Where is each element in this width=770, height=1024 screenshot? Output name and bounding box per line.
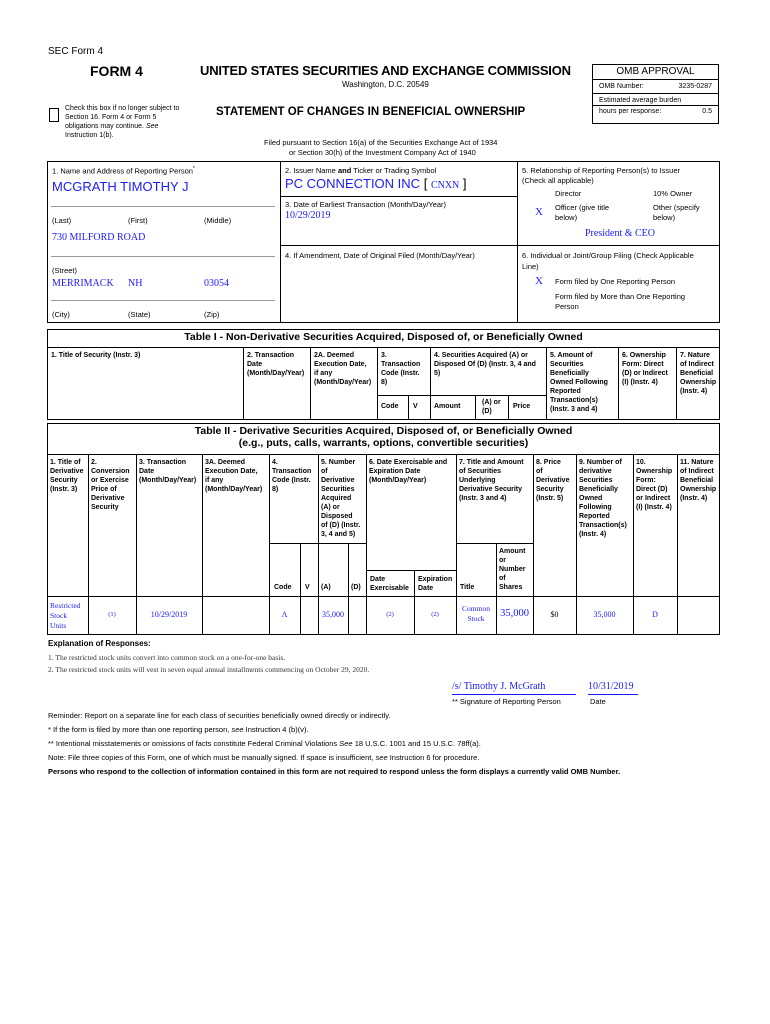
t1-h-deemed: 2A. Deemed Execution Date, if any (Month/Day/Year) xyxy=(314,352,372,386)
t2-sub-amount: Amount or Number of Shares xyxy=(499,548,526,591)
t1-sub-v: V xyxy=(413,403,418,410)
t2-sub-v: V xyxy=(305,584,310,591)
date-exercisable: (2) xyxy=(386,611,394,618)
t1-sub-price: Price xyxy=(513,403,531,410)
t2-sub-exercisable: Date Exercisable xyxy=(370,576,409,592)
checkbox-instructions: Check this box if no longer subject to Section 16. Form 4 or Form 5 obligations may continue. See Instruction 1(b). xyxy=(65,105,180,139)
derivative-price: $0 xyxy=(550,610,559,619)
box6-label-2: Line) xyxy=(522,262,539,271)
zip-label: (Zip) xyxy=(204,310,220,319)
footer-double-star: ** Intentional misstatements or omissions of facts constitute Federal Criminal Violations See 18 U.S.C. 1001 and 15 U.S.C. 78ff(a). xyxy=(48,739,481,748)
conversion-price: (1) xyxy=(108,611,116,618)
box2-label: 2. Issuer Name and Ticker or Trading Symbol xyxy=(285,166,437,175)
form-title: FORM 4 xyxy=(90,63,143,79)
t2-sub-d: (D) xyxy=(351,584,361,591)
table-2-title: Table II - Derivative Securities Acquired, Disposed of, or Beneficially Owned (e.g., puts, calls, warrants, options, convertible securities) xyxy=(194,425,573,449)
street-label: (Street) xyxy=(52,266,78,275)
t2-h-form: 10. Ownership Form: Direct (D) or Indirect (I) (Instr. 4) xyxy=(636,459,673,511)
reporting-city: MERRIMACK xyxy=(52,278,114,289)
more-persons-label: Form filed by More than One Reporting Person xyxy=(555,292,686,311)
t2-h-conversion: 2. Conversion or Exercise Price of Derivative Security xyxy=(91,459,130,511)
t2-sub-code: Code xyxy=(274,584,292,591)
expiration-date: (2) xyxy=(431,611,439,618)
signature-date: 10/31/2019 xyxy=(588,681,634,692)
footer-note: Note: File three copies of this Form, one of which must be manually signed. If space is insufficient, see Instruction 6 for procedure. xyxy=(48,753,480,762)
no-longer-subject-checkbox[interactable] xyxy=(49,108,59,124)
t1-sub-amount: Amount xyxy=(434,403,461,410)
first-label: (First) xyxy=(128,216,148,225)
t2-sub-title: Title xyxy=(460,584,475,591)
reporting-person-name: MCGRATH TIMOTHY J xyxy=(52,179,189,194)
t2-h-nature: 11. Nature of Indirect Beneficial Ownership (Instr. 4) xyxy=(680,459,717,502)
filed-pursuant-2: or Section 30(h) of the Investment Company Act of 1940 xyxy=(289,148,476,157)
statement-title: STATEMENT OF CHANGES IN BENEFICIAL OWNERSHIP xyxy=(216,106,526,118)
securities-owned: 35,000 xyxy=(593,610,616,619)
t1-h-title: 1. Title of Security (Instr. 3) xyxy=(51,352,141,359)
issuer-ticker: PC CONNECTION INC [ CNXN ] xyxy=(285,176,467,191)
box5-label: 5. Relationship of Reporting Person(s) to Issuer xyxy=(522,166,680,175)
t1-h-code: 3. Transaction Code (Instr. 8) xyxy=(381,352,421,386)
t1-h-ownership: 6. Ownership Form: Direct (D) or Indirect (I) (Instr. 4) xyxy=(622,352,668,386)
ticker-symbol: CNXN xyxy=(430,180,460,191)
t1-sub-code: Code xyxy=(381,403,399,410)
ten-percent-owner-label: 10% Owner xyxy=(653,189,693,198)
middle-label: (Middle) xyxy=(204,216,232,225)
t2-h-exercisable: 6. Date Exercisable and Expiration Date (Month/Day/Year) xyxy=(369,459,448,484)
omb-number-label: OMB Number: xyxy=(599,83,644,90)
signature-name: /s/ Timothy J. McGrath xyxy=(452,681,546,692)
commission-title: UNITED STATES SECURITIES AND EXCHANGE COMMISSION xyxy=(200,63,571,78)
box1-label: 1. Name and Address of Reporting Person* xyxy=(52,166,195,176)
filed-pursuant-1: Filed pursuant to Section 16(a) of the Securities Exchange Act of 1934 xyxy=(264,138,498,147)
ownership-form: D xyxy=(652,610,658,619)
omb-hours-label: hours per response: xyxy=(599,108,662,115)
reporting-state: NH xyxy=(128,278,143,289)
one-person-label: Form filed by One Reporting Person xyxy=(555,277,676,286)
officer-label: Officer (give title below) xyxy=(555,203,610,222)
box4-label: 4. If Amendment, Date of Original Filed (Month/Day/Year) xyxy=(285,251,475,260)
sec-form-label: SEC Form 4 xyxy=(48,46,104,57)
other-label: Other (specify below) xyxy=(653,203,700,222)
date-label: Date xyxy=(590,697,606,706)
director-label: Director xyxy=(555,189,582,198)
footer-reminder: Reminder: Report on a separate line for each class of securities beneficially owned directly or indirectly. xyxy=(48,711,391,720)
state-label: (State) xyxy=(128,310,151,319)
underlying-shares: 35,000 xyxy=(500,608,529,619)
acquired-amount: 35,000 xyxy=(322,610,344,619)
t2-h-title: 1. Title of Derivative Security (Instr. 3) xyxy=(50,459,84,493)
t2-h-underlying: 7. Title and Amount of Securities Underlying Derivative Security (Instr. 3 and 4) xyxy=(459,459,524,502)
derivative-security-title: Restricted Stock Units xyxy=(50,601,81,630)
t1-h-amount: 5. Amount of Securities Beneficially Owned Following Reported Transaction(s) (Instr. 3 and 4) xyxy=(550,352,608,413)
t2-h-deemed: 3A. Deemed Execution Date, if any (Month/Day/Year) xyxy=(205,459,263,493)
t1-h-nature: 7. Nature of Indirect Beneficial Ownership (Instr. 4) xyxy=(680,352,717,395)
reporting-address: 730 MILFORD ROAD xyxy=(52,232,146,243)
t2-sub-a: (A) xyxy=(321,584,331,591)
omb-number: 3235-0287 xyxy=(678,83,712,90)
transaction-code: A xyxy=(281,610,288,619)
officer-checkmark[interactable]: X xyxy=(535,206,543,218)
omb-burden-label: Estimated average burden xyxy=(593,93,718,105)
t1-sub-aord: (A) or (D) xyxy=(482,399,501,415)
t2-h-code: 4. Transaction Code (Instr. 8) xyxy=(272,459,312,493)
box5-label-2: (Check all applicable) xyxy=(522,176,594,185)
t2-sub-expiration: Expiration Date xyxy=(418,576,453,592)
t1-h-date: 2. Transaction Date (Month/Day/Year) xyxy=(247,352,305,377)
t2-h-owned: 9. Number of derivative Securities Beneficially Owned Following Reported Transaction(s) (Instr. 4) xyxy=(579,459,627,538)
city-label: (City) xyxy=(52,310,70,319)
box3-label: 3. Date of Earliest Transaction (Month/Day/Year) xyxy=(285,200,447,209)
issuer-name: PC CONNECTION INC xyxy=(285,176,421,191)
t2-h-price: 8. Price of Derivative Security (Instr. 5) xyxy=(536,459,570,502)
commission-city: Washington, D.C. 20549 xyxy=(342,80,429,89)
omb-title: OMB APPROVAL xyxy=(593,65,718,80)
box6-label: 6. Individual or Joint/Group Filing (Check Applicable xyxy=(522,251,694,260)
transaction-date: 10/29/2019 xyxy=(150,610,188,619)
reporting-zip: 03054 xyxy=(204,278,229,289)
officer-title: President & CEO xyxy=(585,228,655,239)
one-person-checkmark[interactable]: X xyxy=(535,275,543,287)
t2-h-date: 3. Transaction Date (Month/Day/Year) xyxy=(139,459,197,484)
underlying-title: Common Stock xyxy=(462,604,490,623)
explanation-note-2: 2. The restricted stock units will vest in seven equal annual installments commencing on October 29, 2020. xyxy=(48,665,370,674)
omb-hours: 0.5 xyxy=(702,108,712,115)
t1-h-acquired: 4. Securities Acquired (A) or Disposed Of (D) (Instr. 3, 4 and 5) xyxy=(434,352,536,377)
explanation-title: Explanation of Responses: xyxy=(48,639,151,648)
table-1-title: Table I - Non-Derivative Securities Acquired, Disposed of, or Beneficially Owned xyxy=(184,331,583,343)
footer-persons: Persons who respond to the collection of information contained in this form are not required to respond unless the form displays a currently valid OMB Number. xyxy=(48,767,621,776)
omb-approval-box xyxy=(592,64,719,124)
explanation-note-1: 1. The restricted stock units convert into common stock on a one-for-one basis. xyxy=(48,653,286,662)
last-label: (Last) xyxy=(52,216,72,225)
signature-label: ** Signature of Reporting Person xyxy=(452,697,561,706)
earliest-transaction-date: 10/29/2019 xyxy=(285,210,331,221)
t2-h-number: 5. Number of Derivative Securities Acquired (A) or Disposed of (D) (Instr. 3, 4 and 5) xyxy=(321,459,361,538)
footer-star: * If the form is filed by more than one reporting person, see Instruction 4 (b)(v). xyxy=(48,725,309,734)
